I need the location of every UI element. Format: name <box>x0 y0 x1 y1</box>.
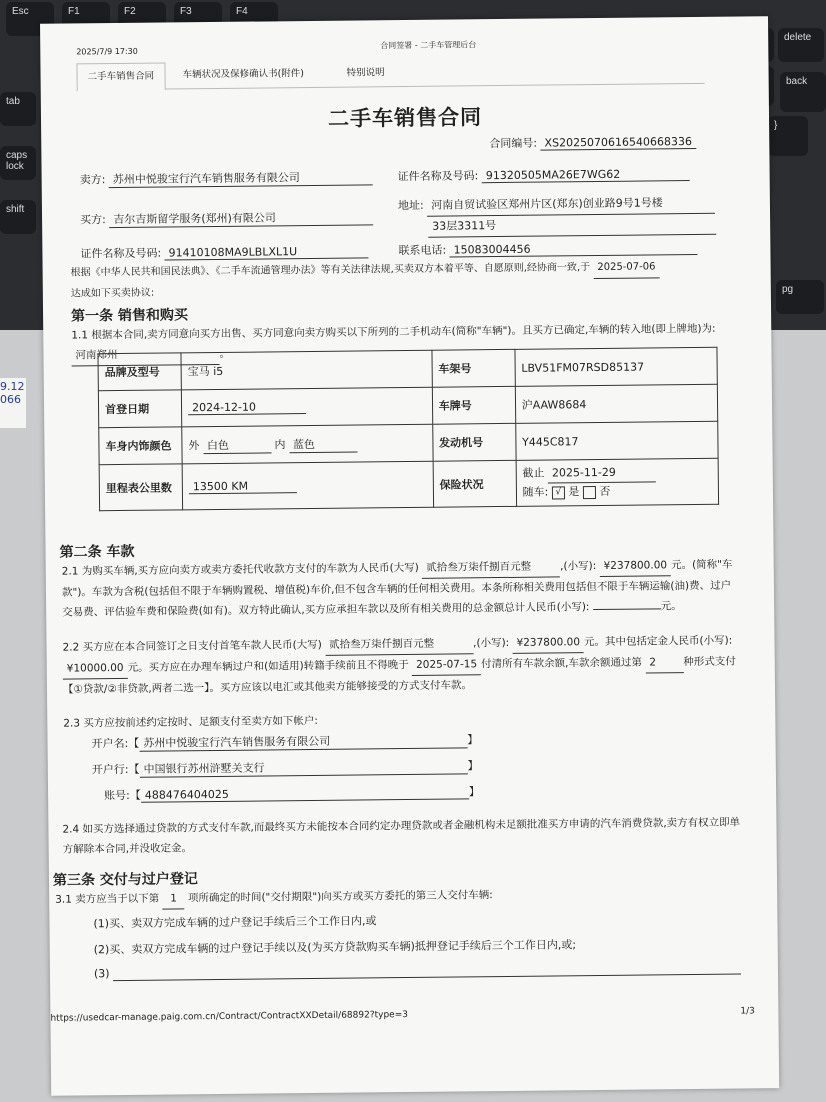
option-3-label: (3) <box>93 967 110 981</box>
key-pgup: pg <box>776 280 824 314</box>
yes-checkbox[interactable]: √ <box>552 486 565 499</box>
buyer-name: 吉尔吉斯留学服务(郑州)有限公司 <box>109 208 373 228</box>
print-date: 2025/7/9 17:30 <box>76 46 138 57</box>
clause-2-1-text-b: ,(小写): <box>560 560 597 573</box>
article1-text: 根据本合同,卖方同意向买方出售、买方同意向卖方购买以下所列的二手机动车(简称"车辆")。且买方已确定,车辆的转入地(即上牌地)为: <box>91 322 716 342</box>
article1-heading: 第一条 销售和购买 <box>71 307 189 325</box>
vin-label: 车架号 <box>432 349 515 387</box>
address-label: 地址: <box>397 198 424 213</box>
key-tab: tab <box>0 92 36 126</box>
clause-2-2-text-a: 买方应在本合同签订之日支付首笔车款人民币(大写) <box>82 638 322 654</box>
table-row <box>98 347 717 390</box>
article1-num: 1.1 <box>71 329 89 342</box>
account-number-row <box>104 783 480 803</box>
preamble <box>71 257 721 305</box>
clause-2-3-text: 买方应按前述约定按时、足额支付至卖方如下帐户: <box>83 714 318 730</box>
buyer-id-row <box>80 242 368 261</box>
option-3-row <box>94 961 741 982</box>
key-caps-lock: caps lock <box>0 146 36 180</box>
mileage-label: 里程表公里数 <box>99 464 182 511</box>
preamble-text: 根据《中华人民共和国民法典》、《二手车流通管理办法》等有关法律法规,买卖双方本着平等、自愿原则,经协商一致,于 <box>70 262 591 279</box>
key-f4: F4 <box>230 2 278 36</box>
mileage-value: 13500 KM <box>189 479 297 494</box>
vehicle-table <box>97 347 719 511</box>
clause-2-1-upper-amount: 贰拾叁万柒仟捌百元整 <box>422 556 560 578</box>
account-number-bracket: 】 <box>468 785 480 799</box>
plate-value: 沪AAW8684 <box>515 384 718 423</box>
seller-id-label: 证件名称及号码: <box>397 169 479 184</box>
bank-name: 中国银行苏州浒墅关支行 <box>139 757 467 777</box>
seller-row <box>80 168 373 188</box>
address-line1: 河南自贸试验区郑州片区(郑东)创业路9号1号楼 <box>427 193 715 217</box>
sticky-note <box>0 378 26 428</box>
key-back: back <box>780 72 826 112</box>
clause-2-1-text-a: 为购买车辆,买方应向卖方或卖方委托代收款方支付的车款为人民币(大写) <box>81 561 419 578</box>
page-url: https://usedcar-manage.paig.com.cn/Contract/ContractXXDetail/68892?type=3 <box>50 1010 409 1024</box>
preamble-end: 达成如下买卖协议: <box>70 287 155 300</box>
article1-paragraph: 1.1 根据本合同,卖方同意向买方出售、买方同意向卖方购买以下所列的二手机动车(简称"车辆")。且买方已确定,车辆的转入地(即上牌地)为: 河南郑州 。 <box>71 319 721 367</box>
clause-2-2-amount: ¥237800.00 <box>512 632 584 654</box>
clause-2-4-num: 2.4 <box>62 823 80 836</box>
clause-2-2-deposit: ¥10000.00 <box>63 658 128 680</box>
table-row <box>98 384 717 427</box>
page-number: 1/3 <box>740 1006 755 1017</box>
clause-2-1 <box>62 555 739 623</box>
address-line2: 33层3311号 <box>428 214 716 238</box>
clause-2-2-upper-amount: 贰拾叁万柒仟捌百元整 <box>325 633 473 656</box>
table-row <box>99 421 718 464</box>
phone-label: 联系电话: <box>398 243 447 258</box>
clause-2-2-text-d: 元。买方应在办理车辆过户和(如适用)转籍手续前且不得晚于 <box>127 658 409 674</box>
bank-bracket: 】 <box>467 759 479 773</box>
engine-value: Y445C817 <box>515 421 718 460</box>
key-f2: F2 <box>118 2 166 36</box>
article1-destination: 河南郑州 <box>71 344 219 367</box>
contract-number-row <box>489 133 696 151</box>
clause-2-2-method: 2 <box>645 652 683 673</box>
insurance-until-label: 截止 <box>522 466 545 480</box>
plate-label: 车牌号 <box>432 386 515 424</box>
article3-heading: 第三条 交付与过户登记 <box>52 871 198 889</box>
clause-2-2-text-b: ,(小写): <box>473 636 510 650</box>
tab-sales-contract[interactable]: 二手车销售合同 <box>76 63 165 92</box>
clause-2-2-text-e: 付清所有车款余额,车款余额通过第 <box>481 656 643 671</box>
key-delete: delete <box>778 28 824 62</box>
color-int-value: 蓝色 <box>289 435 357 453</box>
no-label: 否 <box>599 484 611 498</box>
clause-2-1-text-d: 元。 <box>660 600 682 613</box>
engine-label: 发动机号 <box>432 423 515 461</box>
bank-label: 开户行:【 <box>91 762 140 777</box>
window-title: 合同签署 - 二手车管理后台 <box>380 40 477 51</box>
clause-3-1-choice: 1 <box>162 888 184 909</box>
key-f3: F3 <box>174 2 222 36</box>
clause-2-3 <box>63 707 739 734</box>
contract-title: 二手车销售合同 <box>327 105 483 131</box>
vin-value: LBV51FM07RSD85137 <box>515 347 718 386</box>
preamble-date: 2025-07-06 <box>593 257 659 279</box>
phone-row <box>398 239 697 258</box>
clause-2-2-text-c: 元。其中包括定金人民币(小写): <box>583 634 733 649</box>
key-shift: shift <box>0 200 36 234</box>
clause-3-1-text-a: 卖方应当于以下第 <box>75 892 160 906</box>
clause-2-3-num: 2.3 <box>63 717 81 730</box>
clause-2-4-text: 如买方选择通过贷款的方式支付车款,而最终买方未能按本合同约定办理贷款或者金融机构未足额批准买方申请的汽车消费贷款,卖方有权立即单方解除本合同,并没收定金。 <box>62 816 741 856</box>
insurance-label: 保险状况 <box>433 460 516 507</box>
contract-number: XS2025070616540668336 <box>540 135 696 151</box>
color-int-label: 内 <box>274 437 286 451</box>
account-name-bracket: 】 <box>467 733 479 747</box>
seller-id: 91320505MA26E7WG62 <box>482 167 690 183</box>
clause-3-1-num: 3.1 <box>55 893 72 906</box>
account-name-row <box>91 731 478 752</box>
contract-page <box>40 16 779 1096</box>
option-1: (1)买、卖双方完成车辆的过户登记手续后三个工作日内,或 <box>93 914 377 931</box>
option-3-blank[interactable] <box>113 961 741 982</box>
seller-id-row <box>398 165 690 184</box>
clause-2-4 <box>62 812 746 859</box>
brand-value: 宝马 i5 <box>181 350 432 390</box>
color-label: 车身内饰颜色 <box>99 427 182 465</box>
yes-label: 是 <box>568 485 580 499</box>
clause-2-2-text-f: 种形式支付【①贷款/②非贷款,两者二选一】。买方应该以电汇或其他卖方能够接受的方式支付车款。 <box>62 655 736 696</box>
reg-date-label: 首登日期 <box>98 390 181 428</box>
clause-2-2 <box>62 631 739 700</box>
option-2: (2)买、卖双方完成车辆的过户登记手续以及(为买方贷款购买车辆)抵押登记手续后三个工作日内,或; <box>93 938 577 957</box>
article2-heading: 第二条 车款 <box>59 543 135 561</box>
account-name-label: 开户名:【 <box>91 736 140 751</box>
no-checkbox[interactable] <box>583 486 596 499</box>
clause-2-1-text-c: 元。(简称"车款")。车款为含税(包括但不限于车辆购置税、增值税)车价,但不包含车辆的任何相关费用。本条所称相关费用包括但不限于车辆运输(油)费、过户交易费、评估验车费和保险费(如有)。双方特此确认,买方应承担车款以及所有相关费用的总金额总计人民币(小写): <box>61 558 733 619</box>
clause-2-2-date: 2025-07-15 <box>412 654 481 676</box>
address-block <box>398 193 716 238</box>
clause-2-2-num: 2.2 <box>62 641 80 654</box>
buyer-row <box>80 208 373 228</box>
sticky-note-line2: 066 <box>0 393 21 406</box>
table-row <box>99 458 718 510</box>
sticky-note-line1: 9.12 <box>0 380 25 393</box>
buyer-id: 91410108MA9LBLXL1U <box>165 244 369 260</box>
brand-label: 品牌及型号 <box>98 353 181 391</box>
tab-special-notes[interactable]: 特别说明 <box>346 67 385 79</box>
bank-row <box>92 757 479 778</box>
key-brace: } <box>768 116 808 156</box>
account-number-label: 账号:【 <box>104 788 141 803</box>
seller-name: 苏州中悦骏宝行汽车销售服务有限公司 <box>109 168 373 188</box>
account-name: 苏州中悦骏宝行汽车销售服务有限公司 <box>139 731 467 751</box>
contract-number-label: 合同编号: <box>489 136 538 151</box>
clause-2-1-amount: ¥237800.00 <box>599 555 671 577</box>
seller-label: 卖方: <box>79 173 106 187</box>
clause-2-1-num: 2.1 <box>61 565 79 578</box>
tab-vehicle-condition[interactable]: 车辆状况及保修确认书(附件) <box>182 68 305 81</box>
key-esc: Esc <box>6 2 54 36</box>
tab-bar <box>76 57 704 91</box>
buyer-id-label: 证件名称及号码: <box>80 246 162 261</box>
with-car-label: 随车: <box>522 485 549 499</box>
color-ext-value: 白色 <box>203 436 271 454</box>
clause-3-1-text-b: 项所确定的时间("交付期限")向买方或买方委托的第三人交付车辆: <box>187 889 493 905</box>
key-f1: F1 <box>62 2 110 36</box>
phone-number: 15083004456 <box>450 241 698 258</box>
reg-date-value: 2024-12-10 <box>188 400 306 415</box>
buyer-label: 买方: <box>80 213 106 227</box>
clause-2-1-total-blank[interactable] <box>593 608 661 610</box>
insurance-until-value: 2025-11-29 <box>548 463 656 483</box>
color-ext-label: 外 <box>188 438 200 452</box>
account-number: 488476404025 <box>141 785 469 802</box>
